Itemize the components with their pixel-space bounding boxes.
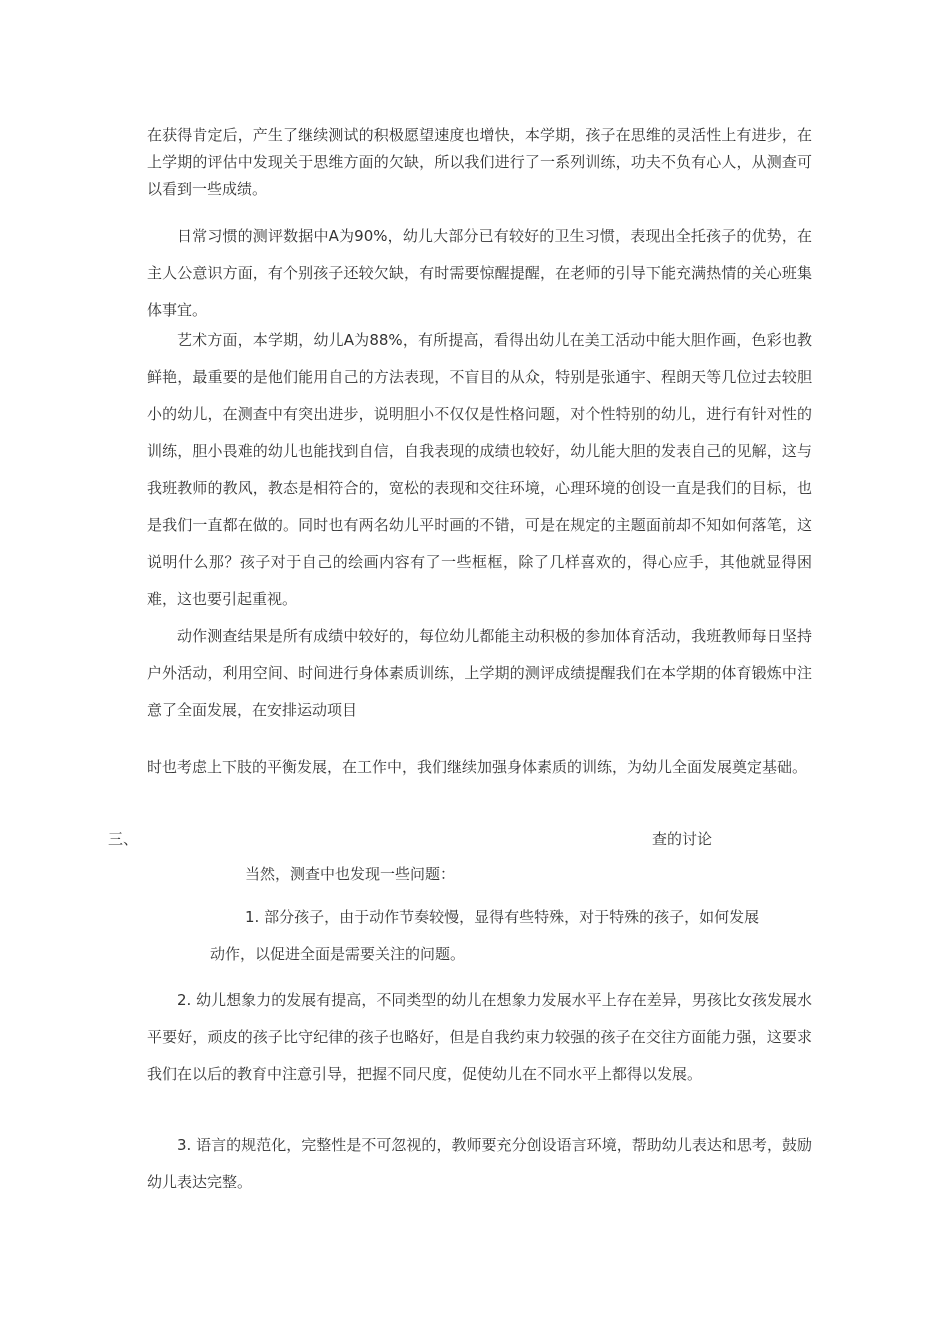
section-number: 三、	[108, 830, 139, 848]
section-title: 查的讨论	[652, 830, 713, 848]
issue-item-2: 2. 幼儿想象力的发展有提高，不同类型的幼儿在想象力发展水平上存在差异，男孩比女孩发展水平要好，顽皮的孩子比守纪律的孩子也略好，但是自我约束力较强的孩子在交往方面能力强，这要求我们在以后的教育中注意引导，把握不同尺度，促使幼儿在不同水平上都得以发展。	[147, 991, 812, 1083]
issue-item-1-line-2: 动作，以促进全面是需要关注的问题。	[210, 945, 466, 963]
paragraph-motor-assessment: 动作测查结果是所有成绩中较好的，每位幼儿都能主动积极的参加体育活动，我班教师每日坚持户外活动，利用空间、时间进行身体素质训练，上学期的测评成绩提醒我们在本学期的体育锻炼中注意了全面发展，在安排运动项目	[147, 627, 812, 719]
paragraph-thinking-progress: 在获得肯定后，产生了继续测试的积极愿望速度也增快，本学期，孩子在思维的灵活性上有进步，在上学期的评估中发现关于思维方面的欠缺，所以我们进行了一系列训练，功夫不负有心人，从测查可以看到一些成绩。	[147, 126, 812, 198]
paragraph-daily-habits: 日常习惯的测评数据中A为90%，幼儿大部分已有较好的卫生习惯，表现出全托孩子的优势，在主人公意识方面，有个别孩子还较欠缺，有时需要惊醒提醒，在老师的引导下能充满热情的关心班集体事宜。	[147, 227, 812, 319]
paragraph-art-assessment: 艺术方面，本学期，幼儿A为88%，有所提高，看得出幼儿在美工活动中能大胆作画，色彩也教鲜艳，最重要的是他们能用自己的方法表现，不盲目的从众，特别是张通宇、程朗天等几位过去较胆小的幼儿，在测查中有突出进步，说明胆小不仅仅是性格问题，对个性特别的幼儿，进行有针对性的训练，胆小畏难的幼儿也能找到自信，自我表现的成绩也较好，幼儿能大胆的发表自己的见解，这与我班教师的教风，教态是相符合的，宽松的表现和交往环境，心理环境的创设一直是我们的目标，也是我们一直都在做的。同时也有两名幼儿平时画的不错，可是在规定的主题面前却不知如何落笔，这说明什么那？孩子对于自己的绘画内容有了一些框框，除了几样喜欢的，得心应手，其他就显得困难，这也要引起重视。	[147, 331, 812, 608]
discussion-intro: 当然，测查中也发现一些问题：	[245, 865, 456, 883]
paragraph-motor-continuation: 时也考虑上下肢的平衡发展，在工作中，我们继续加强身体素质的训练，为幼儿全面发展奠定基础。	[147, 758, 808, 776]
issue-item-1-line-1: 1. 部分孩子，由于动作节奏较慢，显得有些特殊，对于特殊的孩子，如何发展	[245, 908, 760, 926]
issue-item-3: 3. 语言的规范化，完整性是不可忽视的，教师要充分创设语言环境，帮助幼儿表达和思考，鼓励幼儿表达完整。	[147, 1136, 812, 1191]
